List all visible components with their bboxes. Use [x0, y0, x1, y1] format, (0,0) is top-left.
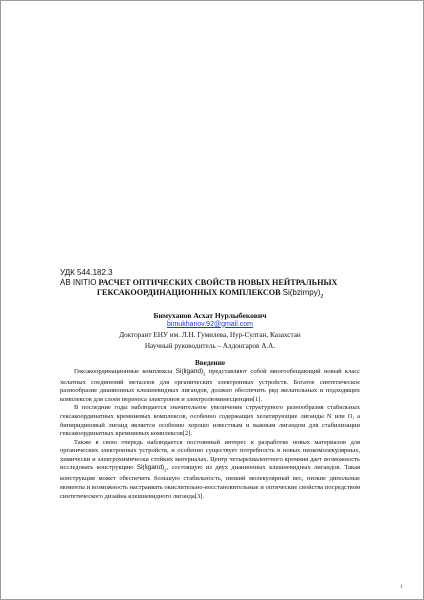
author-name: Бимуханов Асхат Нурлыбекович	[153, 310, 267, 320]
paragraph-1	[60, 368, 360, 405]
paragraph-1-text-a: Гексакоординационные комплексы	[74, 367, 176, 375]
author-affiliation: Докторант ЕНУ им. Л.Н. Гумилева, Нур-Султан, Казахстан	[119, 330, 301, 339]
paragraph-3-ligand: Si(ligand)	[136, 464, 165, 472]
page-number: 1	[400, 584, 403, 590]
page-content	[60, 268, 360, 501]
paragraph-1-text-b: представляют собой многообещающий новый класс хелатных соединений металлов для органических электронных устройств. Богатое синтетическое разнообразие дианионных клешневидных лигандов, должно обеспечить ряд желательных и подходящих комплексов для слоев переноса электронов и электролюминесценции[1].	[60, 367, 360, 403]
paragraph-3-text-a: Также в свою очередь наблюдается постоянный интерес к разработке новых материалов для органических электронных устройств, и особенно существует потребность в новых низкомолекулярных, химически и электрохимически стойких материалах. Центр четырехвалентного кремния дает возможность исследовать конструкцию	[60, 438, 360, 472]
title-text-2: ГЕКСАКООРДИНАЦИОННЫХ КОМПЛЕКСОВ	[96, 288, 281, 297]
method-label: AB INITIO	[60, 278, 97, 287]
title-compound-subscript: 2	[320, 293, 324, 300]
paragraph-3-text-b: , состоящую из двух дианионных клешневидных лигандов. Такая конструкция может обеспечить большую стабильность, низкий молекулярный вес, низкие дипольные моменты и возможность настраивать окислительно-восстановительные и оптические свойства посредством синтетического дизайна клешневидного лиганда[3].	[60, 464, 360, 500]
title-text-1: РАСЧЕТ ОПТИЧЕСКИХ СВОЙСТВ НОВЫХ НЕЙТРАЛЬНЫХ	[98, 278, 338, 287]
paragraph-3	[60, 439, 360, 501]
paragraph-1-subscript: 2	[203, 370, 206, 376]
section-title-introduction: Введение	[194, 358, 226, 367]
author-email-link[interactable]: bimukhanov.92@gmail.com	[167, 320, 253, 328]
udc-code: УДК 544.182.3	[60, 268, 113, 277]
title-compound: Si(bzimpy)	[282, 288, 321, 297]
title-line-2	[60, 288, 360, 302]
title-line-1	[60, 268, 360, 288]
paragraph-1-ligand: Si(ligand)	[175, 367, 204, 375]
scientific-advisor: Научный руководитель – Алдонгаров А.А.	[144, 342, 276, 351]
paragraph-3-subscript: 2	[164, 467, 167, 473]
paragraph-2: В последние годы наблюдается значительное увеличение структурного разнообразия стабильных гексакоординатных кремниевых комплексов, особенно содержащих хелатирующие лиганды N или O, а бипиридиновый лиганд является особенно хорошо известным и важным лигандом для стабилизации гексакоординатных кремниевых комплексов[2].	[60, 404, 360, 438]
